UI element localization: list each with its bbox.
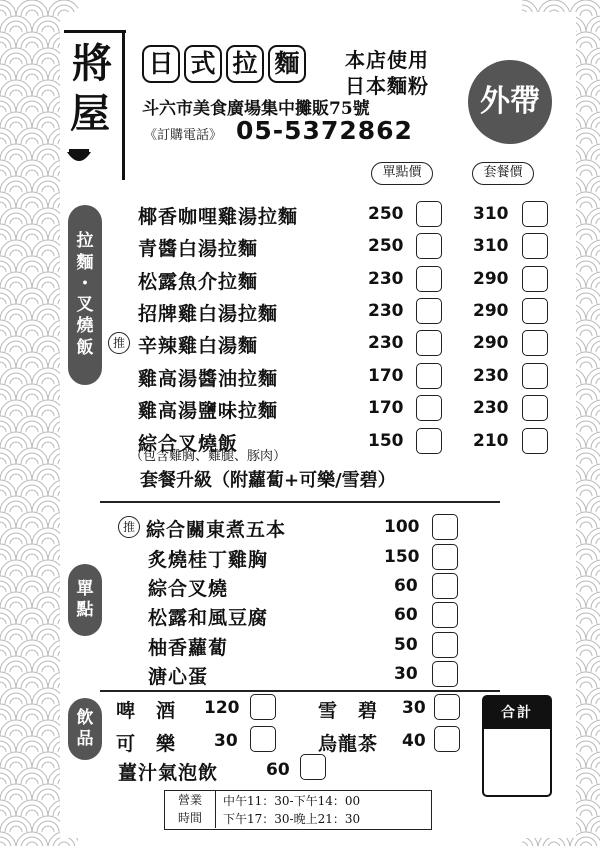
side-item-name: 綜合叉燒 [148,578,229,600]
section-divider [100,690,500,692]
recommend-badge: 推 [108,332,130,354]
qty-box-single[interactable] [416,428,442,454]
side-item-name: 松露和風豆腐 [148,607,269,629]
hours-label [165,791,216,828]
ramen-combo-price: 310 [473,204,509,224]
ramen-single-price: 230 [368,333,404,353]
qty-box-combo[interactable] [522,395,548,421]
drink-name: 烏龍茶 [318,733,379,755]
tab-char: 點 [76,600,94,620]
ramen-single-price: 230 [368,301,404,321]
qty-box-drink[interactable] [250,694,276,720]
side-item-price: 60 [394,576,418,596]
phone-label: 《訂購電話》 [144,128,223,143]
drink-name: 可 樂 [116,733,177,755]
ramen-combo-price: 230 [473,366,509,386]
combo-upgrade: 套餐升級（附蘿蔔+可樂/雪碧） [140,470,396,491]
header-single-price: 單點價 [371,162,433,185]
qty-box-combo[interactable] [522,201,548,227]
qty-box-single[interactable] [416,233,442,259]
phone-number: 05-5372862 [236,116,413,145]
ramen-item-name: 綜合叉燒飯 [138,433,239,455]
qty-box-side[interactable] [432,573,458,599]
qty-box-drink[interactable] [434,694,460,720]
side-item-price: 50 [394,635,418,655]
drink-price: 30 [402,698,426,718]
qty-box-drink[interactable] [300,754,326,780]
drink-price: 40 [402,731,426,751]
side-item-price: 100 [384,517,420,537]
tab-char: 飲 [76,707,94,728]
rice-note: （包含雞胸、雞腿、豚肉） [130,449,287,464]
tab-char: 燒 [76,316,94,337]
hours-line-1: 中午11：30-下午14：00 [223,794,361,808]
address: 斗六市美食廣場集中攤販75號 [142,99,370,119]
tab-char: 品 [76,729,94,749]
brand-logo [60,26,132,176]
ramen-combo-price: 290 [473,269,509,289]
qty-box-single[interactable] [416,266,442,292]
slogan-line-1: 本店使用 [345,48,429,72]
qty-box-combo[interactable] [522,233,548,259]
ramen-item-name: 雞高湯鹽味拉麵 [138,400,279,422]
qty-box-side[interactable] [432,544,458,570]
qty-box-side[interactable] [432,514,458,540]
title-char-3: 拉 [226,45,264,83]
side-item-name: 綜合關東煮五本 [146,519,287,541]
qty-box-side[interactable] [432,632,458,658]
drink-price: 120 [204,698,240,718]
side-item-price: 150 [384,547,420,567]
tab-char: 叉 [76,295,94,315]
qty-box-single[interactable] [416,201,442,227]
tab-char: 單 [76,578,94,599]
header-combo-price: 套餐價 [472,162,534,185]
business-hours [164,790,432,830]
qty-box-combo[interactable] [522,298,548,324]
side-item-price: 60 [394,605,418,625]
title-char-4: 麵 [268,45,306,83]
title-char-1: 日 [142,45,180,83]
tab-char: 麵 [76,252,94,273]
drink-name: 雪 碧 [318,700,379,722]
ramen-item-name: 辛辣雞白湯麵 [138,335,259,357]
qty-box-drink[interactable] [250,726,276,752]
section-tab-ramen [68,205,102,385]
ramen-single-price: 250 [368,204,404,224]
tab-char: ・ [76,273,94,294]
ramen-item-name: 招牌雞白湯拉麵 [138,303,279,325]
ramen-item-name: 青醬白湯拉麵 [138,238,259,260]
hours-line-2: 下午17：30-晚上21：30 [223,812,361,826]
qty-box-combo[interactable] [522,266,548,292]
qty-box-single[interactable] [416,298,442,324]
ramen-item-name: 椰香咖哩雞湯拉麵 [138,206,299,228]
drink-name: 啤 酒 [116,700,177,722]
qty-box-side[interactable] [432,661,458,687]
side-item-name: 柚香蘿蔔 [148,637,229,659]
logo-bowl-icon [66,148,92,168]
qty-box-combo[interactable] [522,330,548,356]
brand-char-2: 屋 [70,90,110,137]
qty-box-single[interactable] [416,363,442,389]
ramen-single-price: 170 [368,398,404,418]
section-tab-sides [68,564,102,636]
qty-box-combo[interactable] [522,428,548,454]
tab-char: 飯 [76,337,94,358]
qty-box-side[interactable] [432,602,458,628]
ramen-item-name: 松露魚介拉麵 [138,271,259,293]
ramen-item-name: 雞高湯醬油拉麵 [138,368,279,390]
ramen-combo-price: 290 [473,301,509,321]
ramen-combo-price: 210 [473,431,509,451]
ramen-single-price: 150 [368,431,404,451]
takeout-badge [468,60,552,144]
section-divider [100,501,500,503]
hours-label-line: 時間 [177,811,202,825]
side-item-name: 溏心蛋 [148,666,209,688]
drink-name: 薑汁氣泡飲 [118,762,219,784]
total-box[interactable] [482,695,552,797]
side-item-price: 30 [394,664,418,684]
takeout-label: 外帶 [480,84,540,119]
section-tab-drinks [68,698,102,760]
ramen-combo-price: 310 [473,236,509,256]
menu-sheet [60,12,576,838]
ramen-combo-price: 230 [473,398,509,418]
side-item-name: 炙燒桂丁雞胸 [148,549,269,571]
drink-price: 60 [266,760,290,780]
recommend-badge: 推 [118,516,140,538]
tab-char: 拉 [76,231,94,252]
total-label: 合計 [484,697,550,729]
brand-char-1: 將 [72,40,112,87]
hours-label-line: 營業 [177,793,202,807]
drink-price: 30 [214,731,238,751]
ramen-single-price: 230 [368,269,404,289]
ramen-single-price: 170 [368,366,404,386]
ramen-single-price: 250 [368,236,404,256]
qty-box-single[interactable] [416,330,442,356]
ramen-combo-price: 290 [473,333,509,353]
qty-box-drink[interactable] [434,726,460,752]
qty-box-combo[interactable] [522,363,548,389]
qty-box-single[interactable] [416,395,442,421]
title-char-2: 式 [184,45,222,83]
slogan-line-2: 日本麵粉 [345,74,429,98]
